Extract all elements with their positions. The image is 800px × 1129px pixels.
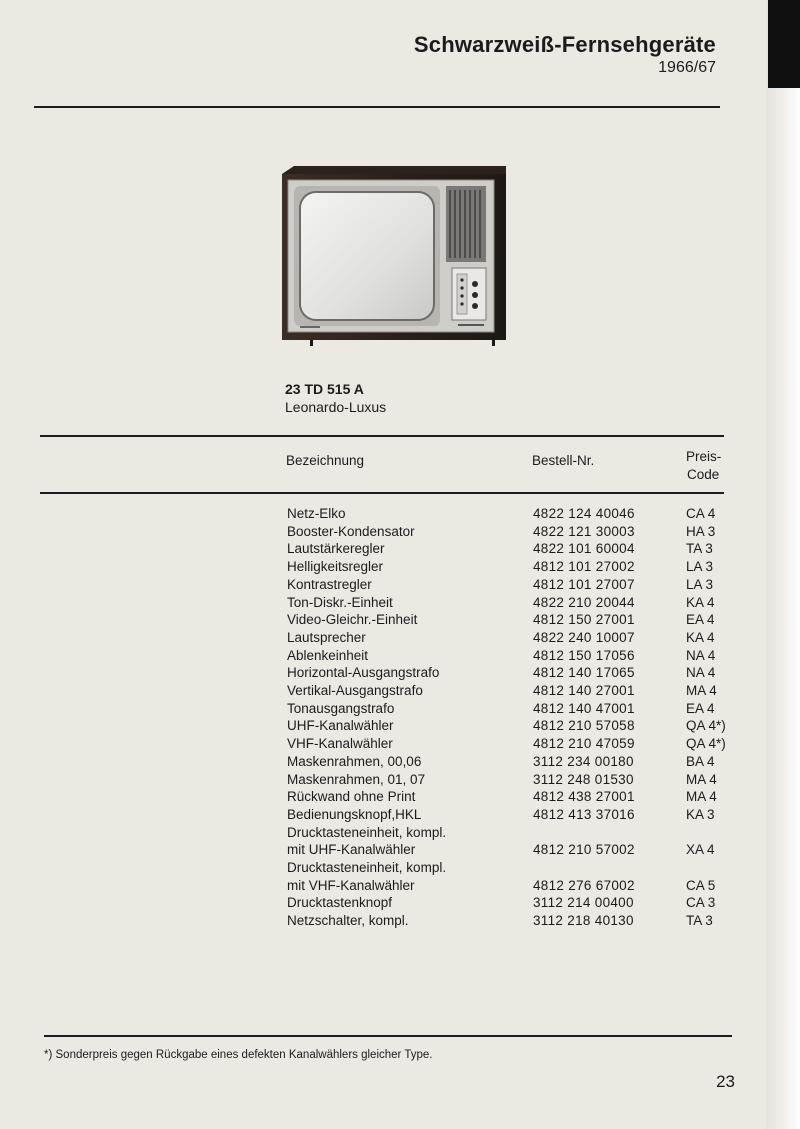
price-code: KA 4 bbox=[686, 594, 715, 610]
price-code: NA 4 bbox=[686, 647, 716, 663]
price-code: MA 4 bbox=[686, 683, 717, 698]
order-number: 4822 210 20044 bbox=[533, 594, 635, 610]
part-name: Helligkeitsregler bbox=[287, 559, 384, 575]
part-name: Ablenkeinheit bbox=[287, 647, 369, 663]
part-name: Bedienungsknopf,HKL bbox=[287, 806, 422, 822]
tv-set-photo bbox=[280, 164, 510, 346]
order-number: 3112 218 40130 bbox=[533, 913, 634, 929]
part-name: Rückwand ohne Print bbox=[287, 789, 416, 805]
page-title: Schwarzweiß-Fernsehgeräte bbox=[413, 32, 716, 57]
table-row bbox=[0, 682, 800, 700]
order-number: 4812 150 27001 bbox=[533, 612, 635, 628]
price-code: HA 3 bbox=[686, 523, 716, 539]
order-number: 4812 101 27007 bbox=[533, 576, 635, 592]
thumb-index-tab bbox=[768, 0, 800, 88]
order-number: 4812 140 27001 bbox=[533, 683, 635, 698]
part-name: Lautstärkeregler bbox=[287, 541, 385, 557]
price-code: QA 4*) bbox=[686, 736, 726, 752]
price-code: KA 4 bbox=[686, 629, 715, 645]
page-subtitle: 1966/67 bbox=[658, 59, 716, 76]
price-code: TA 3 bbox=[686, 913, 713, 929]
table-row bbox=[0, 735, 800, 753]
price-code: EA 4 bbox=[686, 700, 715, 716]
part-name: Kontrastregler bbox=[287, 576, 372, 592]
order-number: 4812 210 57002 bbox=[533, 842, 635, 858]
footnote: *) Sonderpreis gegen Rückgabe eines defekten Kanalwählers gleicher Type. bbox=[44, 1049, 433, 1061]
table-row bbox=[0, 700, 800, 718]
table-row bbox=[0, 664, 800, 682]
table-row bbox=[0, 717, 800, 735]
part-name: Ton-Diskr.-Einheit bbox=[287, 594, 393, 610]
order-number: 4812 210 57058 bbox=[533, 718, 635, 734]
table-header-rule bbox=[40, 492, 724, 494]
price-code: NA 4 bbox=[686, 665, 716, 681]
price-code: CA 4 bbox=[686, 506, 716, 521]
price-code: CA 5 bbox=[686, 877, 716, 893]
part-name: Tonausgangstrafo bbox=[287, 700, 395, 716]
model-number: 23 TD 515 A bbox=[285, 381, 364, 397]
price-code: MA 4 bbox=[686, 771, 717, 787]
price-code: KA 3 bbox=[686, 806, 715, 822]
order-number: 4812 101 27002 bbox=[533, 559, 635, 575]
part-name: Maskenrahmen, 01, 07 bbox=[287, 771, 426, 787]
part-name: Video-Gleichr.-Einheit bbox=[287, 612, 418, 628]
price-code: EA 4 bbox=[686, 612, 715, 628]
order-number: 3112 248 01530 bbox=[533, 771, 634, 787]
table-row bbox=[0, 877, 800, 895]
table-row bbox=[0, 576, 800, 594]
column-header-order-number: Bestell-Nr. bbox=[532, 453, 595, 468]
price-code: QA 4*) bbox=[686, 718, 726, 734]
order-number: 4812 140 47001 bbox=[533, 700, 635, 716]
order-number: 4812 438 27001 bbox=[533, 789, 635, 805]
order-number: 3112 214 00400 bbox=[533, 895, 634, 911]
price-code: LA 3 bbox=[686, 576, 714, 592]
table-row bbox=[0, 647, 800, 665]
part-name: Drucktasteneinheit, kompl. bbox=[287, 860, 447, 875]
price-code: LA 3 bbox=[686, 559, 714, 575]
order-number: 4812 210 47059 bbox=[533, 736, 635, 752]
order-number: 4822 240 10007 bbox=[533, 629, 635, 645]
model-name: Leonardo-Luxus bbox=[285, 399, 387, 415]
price-code: TA 3 bbox=[686, 541, 713, 557]
part-name: Lautsprecher bbox=[287, 629, 366, 645]
table-row bbox=[0, 859, 800, 877]
order-number: 4822 101 60004 bbox=[533, 541, 635, 557]
part-name: Maskenrahmen, 00,06 bbox=[287, 753, 422, 769]
column-header-name: Bezeichnung bbox=[286, 453, 365, 468]
header-rule bbox=[34, 106, 720, 108]
part-name: VHF-Kanalwähler bbox=[287, 736, 393, 752]
table-row bbox=[0, 523, 800, 541]
part-name: Horizontal-Ausgangstrafo bbox=[287, 665, 440, 681]
footer-rule bbox=[44, 1035, 732, 1037]
table-row bbox=[0, 824, 800, 842]
part-name: UHF-Kanalwähler bbox=[287, 718, 394, 734]
table-row bbox=[0, 540, 800, 558]
part-name: Drucktasteneinheit, kompl. bbox=[287, 824, 447, 840]
part-name: Netzschalter, kompl. bbox=[287, 913, 409, 929]
part-name: mit VHF-Kanalwähler bbox=[287, 877, 415, 893]
table-row bbox=[0, 505, 800, 523]
order-number: 4812 276 67002 bbox=[533, 877, 635, 893]
table-row bbox=[0, 912, 800, 930]
order-number: 4812 413 37016 bbox=[533, 806, 635, 822]
part-name: Vertikal-Ausgangstrafo bbox=[287, 683, 423, 698]
table-row bbox=[0, 841, 800, 859]
column-header-price-line1: Preis- bbox=[686, 449, 722, 464]
table-row bbox=[0, 753, 800, 771]
table-row bbox=[0, 806, 800, 824]
price-code: XA 4 bbox=[686, 842, 715, 858]
table-row bbox=[0, 788, 800, 806]
part-name: Booster-Kondensator bbox=[287, 523, 415, 539]
column-header-price-line2: Code bbox=[687, 467, 720, 482]
order-number: 4822 121 30003 bbox=[533, 523, 635, 539]
part-name: Netz-Elko bbox=[287, 506, 346, 521]
part-name: Drucktastenknopf bbox=[287, 895, 393, 911]
table-top-rule bbox=[40, 435, 724, 437]
table-row bbox=[0, 894, 800, 912]
part-name: mit UHF-Kanalwähler bbox=[287, 842, 416, 858]
table-row bbox=[0, 558, 800, 576]
table-row bbox=[0, 629, 800, 647]
page-number: 23 bbox=[716, 1072, 735, 1091]
table-row bbox=[0, 594, 800, 612]
order-number: 4812 150 17056 bbox=[533, 647, 635, 663]
price-code: CA 3 bbox=[686, 895, 716, 911]
order-number: 4812 140 17065 bbox=[533, 665, 635, 681]
price-code: MA 4 bbox=[686, 789, 717, 805]
table-row bbox=[0, 611, 800, 629]
order-number: 3112 234 00180 bbox=[533, 753, 634, 769]
table-row bbox=[0, 771, 800, 789]
order-number: 4822 124 40046 bbox=[533, 506, 635, 521]
price-code: BA 4 bbox=[686, 753, 715, 769]
